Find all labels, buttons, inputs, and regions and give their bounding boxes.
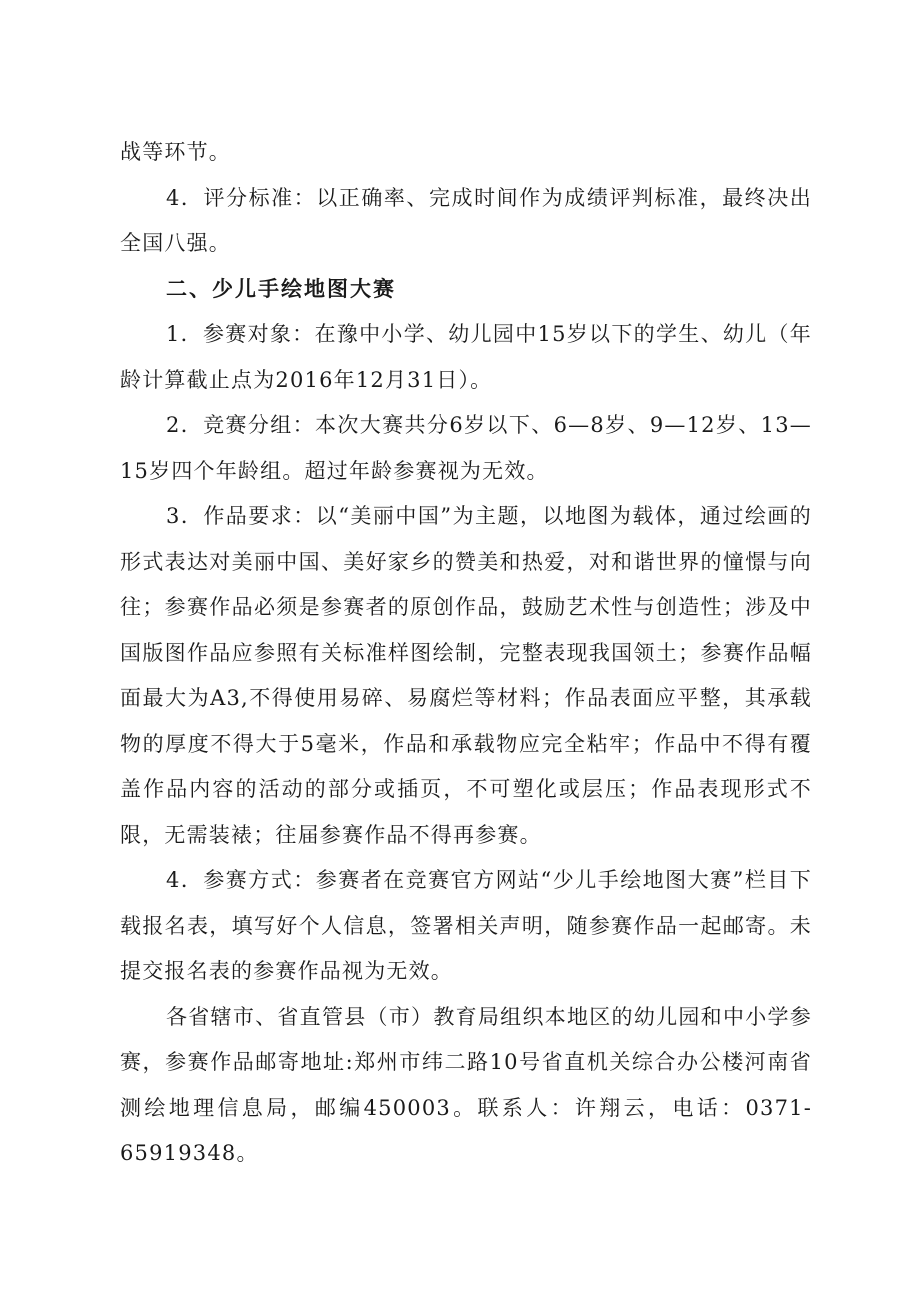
paragraph-scoring-criteria: 4．评分标准：以正确率、完成时间作为成绩评判标准，最终决出全国八强。 <box>120 185 812 255</box>
paragraph-mailing-address: 各省辖市、省直管县（市）教育局组织本地区的幼儿园和中小学参赛，参赛作品邮寄地址:郑州市纬二路10号省直机关综合办公楼河南省测绘地理信息局，邮编450003。联系人：许翔云，电话：0371-65919348。 <box>120 1004 812 1165</box>
document-body <box>120 130 812 1177</box>
paragraph-work-requirements: 3．作品要求：以“美丽中国”为主题，以地图为载体，通过绘画的形式表达对美丽中国、美好家乡的赞美和热爱，对和谐世界的憧憬与向往；参赛作品必须是参赛者的原创作品，鼓励艺术性与创造性；涉及中国版图作品应参照有关标准样图绘制，完整表现我国领土；参赛作品幅面最大为A3,不得使用易碎、易腐烂等材料；作品表面应平整，其承载物的厚度不得大于5毫米，作品和承载物应完全粘牢；作品中不得有覆盖作品内容的活动的部分或插页，不可塑化或层压；作品表现形式不限，无需装裱；往届参赛作品不得再参赛。 <box>120 504 812 847</box>
section-heading-map-contest: 二、少儿手绘地图大赛 <box>166 276 396 301</box>
paragraph-participants: 1．参赛对象：在豫中小学、幼儿园中15岁以下的学生、幼儿（年龄计算截止点为2016年12月31日）。 <box>120 322 812 392</box>
paragraph-age-groups: 2．竞赛分组：本次大赛共分6岁以下、6—8岁、9—12岁、13—15岁四个年龄组。超过年龄参赛视为无效。 <box>120 413 812 483</box>
paragraph-continuation: 战等环节。 <box>120 140 231 164</box>
paragraph-entry-method: 4．参赛方式：参赛者在竞赛官方网站“少儿手绘地图大赛”栏目下载报名表，填写好个人信息，签署相关声明，随参赛作品一起邮寄。未提交报名表的参赛作品视为无效。 <box>120 868 812 983</box>
